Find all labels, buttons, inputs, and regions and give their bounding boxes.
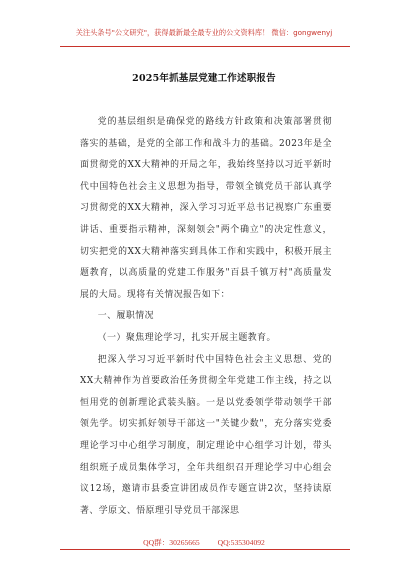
footer-qq-group: QQ群：30265665 [143, 538, 200, 547]
footer-divider [60, 549, 350, 550]
paragraph-body: 把深入学习习近平新时代中国特色社会主义思想、党的XX大精神作为首要政治任务贯彻全年党建工作主线，持之以恒用党的创新理论武装头脑。一是以党委领学带动领学干部领先学。切实抓好领导干部这一"关键少数"，充分落实党委理论学习中心组学习制度，制定理论中心组学习计划，带头组织班子成员集体学习，全年共组织召开理论学习中心组会议12场，邀请市县委宣讲团成员作专题宣讲2次，坚持读原著、学原文、悟原理引导党员干部深思 [80, 354, 332, 516]
paragraph-intro: 党的基层组织是确保党的路线方针政策和决策部署贯彻落实的基础，是党的全部工作和战斗力的基础。2023年是全面贯彻党的XX大精神的开局之年，我始终坚持以习近平新时代中国特色社会主义思想为指导，带领全镇党员干部认真学习贯彻党的XX大精神，深入学习习近平总书记视察广东重要讲话、重要指示精神，深刻领会"两个确立"的决定性意义，切实把党的XX大精神落实到具体工作和实践中，积极开展主题教育，以高质量的党建工作服务"百县千镇万村"高质量发展的大局。现将有关情况报告如下： [80, 117, 332, 300]
subsection-heading: （一）聚焦理论学习，扎实开展主题教育。 [97, 332, 276, 343]
footer-contact [0, 537, 408, 548]
document-body [80, 112, 332, 522]
header-banner: 关注头条号"公文研究"，获得最新最全最专业的公文资料库！ 微信：gongwenyj [75, 28, 333, 37]
document-title: 2025年抓基层党建工作述职报告 [132, 73, 276, 84]
section-heading: 一、履职情况 [97, 311, 155, 322]
header-divider [60, 46, 350, 47]
footer-qq-contact: QQ:535304092 [217, 538, 265, 547]
